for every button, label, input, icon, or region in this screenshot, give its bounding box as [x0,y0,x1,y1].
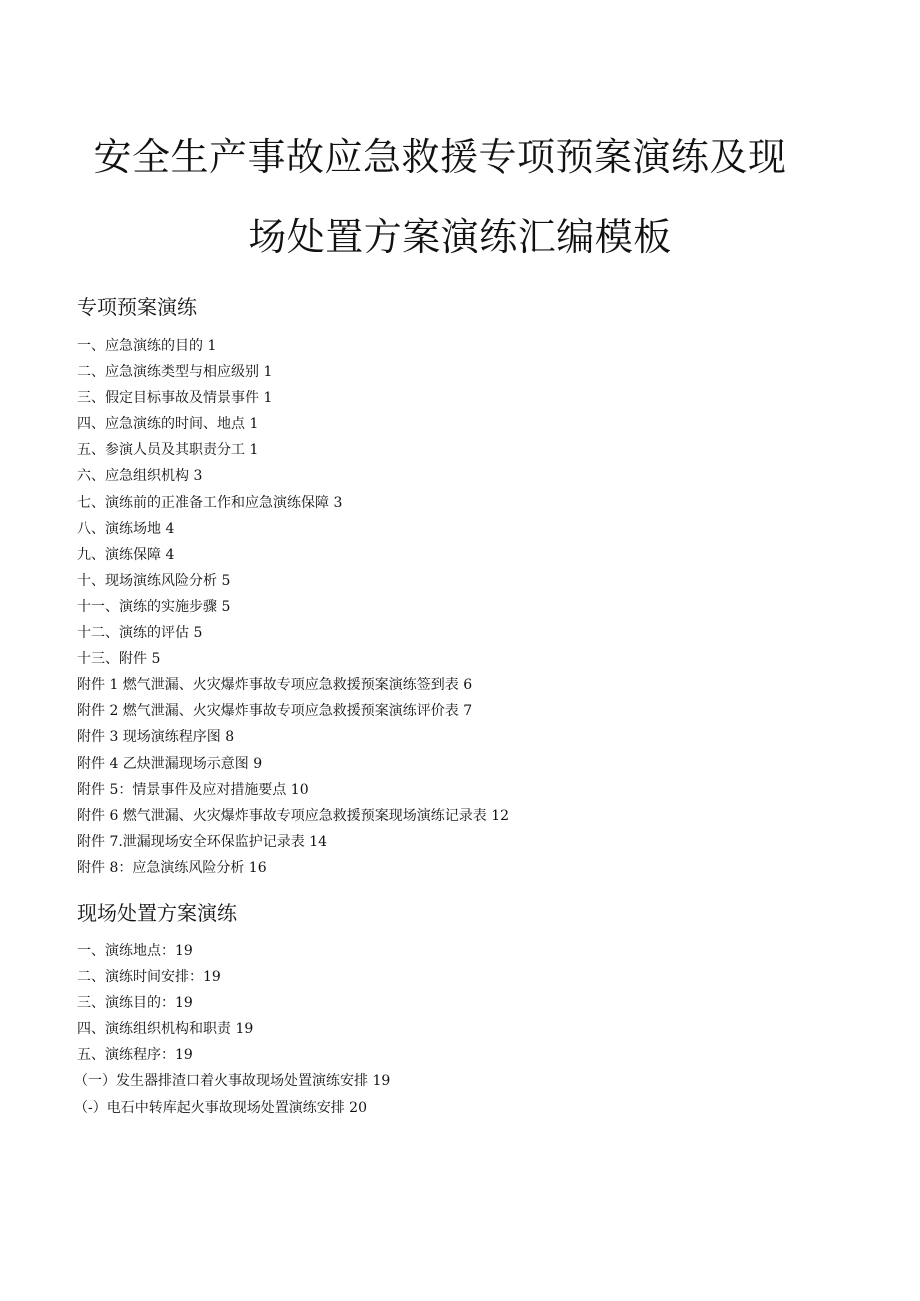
toc-item[interactable]: 附件 3 现场演练程序图 8 [77,729,235,746]
toc-item[interactable]: 四、应急演练的时间、地点 1 [77,416,259,433]
toc-item[interactable]: 五、演练程序：19 [77,1047,193,1064]
toc-item[interactable]: 八、演练场地 4 [77,520,175,537]
toc-item[interactable]: 十三、附件 5 [77,651,161,668]
toc-item[interactable]: 六、应急组织机构 3 [77,468,203,485]
toc-item[interactable]: 五、参演人员及其职责分工 1 [77,442,259,459]
toc-onsite-plan [74,938,391,1121]
toc-item[interactable]: 附件 7.泄漏现场安全环保监护记录表 14 [77,833,328,850]
toc-item[interactable]: 附件 2 燃气泄漏、火灾爆炸事故专项应急救援预案演练评价表 7 [77,703,473,720]
toc-item[interactable]: 附件 8：应急演练风险分析 16 [77,859,267,876]
toc-item[interactable]: 附件 4 乙炔泄漏现场示意图 9 [77,755,263,772]
toc-item[interactable]: 附件 1 燃气泄漏、火灾爆炸事故专项应急救援预案演练签到表 6 [77,677,473,694]
document-title-line-1: 安全生产事故应急救援专项预案演练及现 [93,135,787,179]
toc-item[interactable]: 一、应急演练的目的 1 [77,338,217,354]
section-heading-onsite-plan: 现场处置方案演练 [77,901,237,925]
toc-item[interactable]: 三、演练目的：19 [77,995,193,1012]
toc-item[interactable]: 一、演练地点：19 [77,943,193,959]
section-heading-special-plan: 专项预案演练 [77,295,197,319]
toc-item[interactable]: 二、演练时间安排：19 [77,969,221,986]
toc-item[interactable]: 三、假定目标事故及情景事件 1 [77,390,273,407]
toc-item[interactable]: 九、演练保障 4 [77,546,175,563]
toc-item[interactable]: （-）电石中转库起火事故现场处置演练安排 20 [74,1099,367,1116]
toc-item[interactable]: 附件 6 燃气泄漏、火灾爆炸事故专项应急救援预案现场演练记录表 12 [77,807,510,824]
toc-item[interactable]: 十一、演练的实施步骤 5 [77,598,231,615]
toc-special-plan [77,333,509,881]
toc-item[interactable]: 二、应急演练类型与相应级别 1 [77,364,273,381]
toc-item[interactable]: 七、演练前的正准备工作和应急演练保障 3 [77,494,343,511]
toc-item[interactable]: 附件 5：情景事件及应对措施要点 10 [77,781,309,798]
toc-item[interactable]: 四、演练组织机构和职责 19 [77,1021,254,1038]
document-title-line-2: 场处置方案演练汇编模板 [248,215,672,259]
toc-item[interactable]: （一）发生器排渣口着火事故现场处置演练安排 19 [74,1073,391,1090]
toc-item[interactable]: 十二、演练的评估 5 [77,625,203,642]
toc-item[interactable]: 十、现场演练风险分析 5 [77,572,231,589]
